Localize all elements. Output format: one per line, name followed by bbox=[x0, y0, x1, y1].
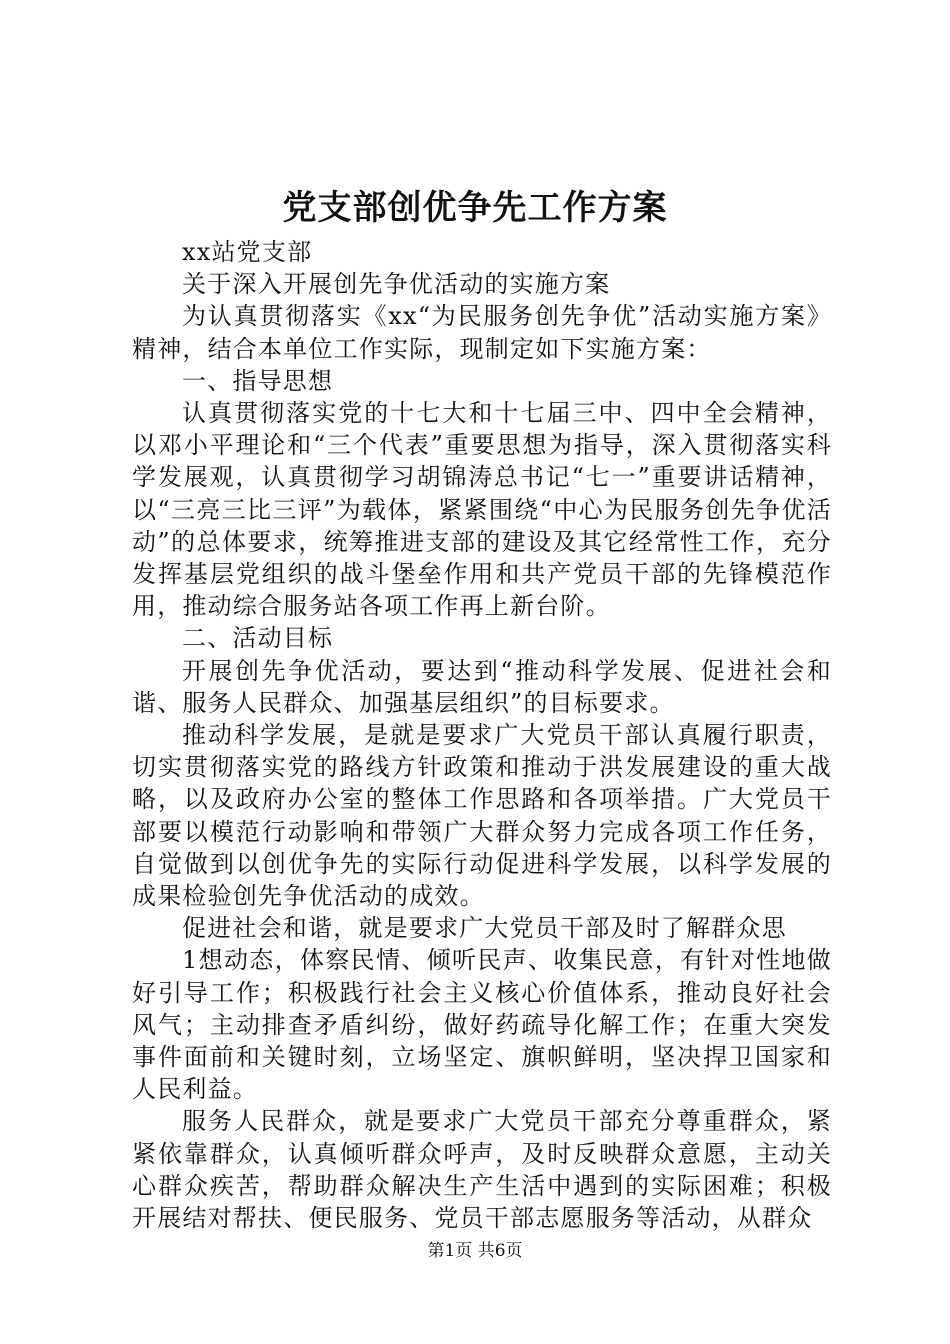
page-number-footer: 第1页 共6页 bbox=[427, 1241, 523, 1261]
section-heading-guiding-thought: 一、指导思想 bbox=[182, 366, 334, 395]
document-title: 党支部创优争先工作方案 bbox=[282, 188, 668, 228]
paragraph-org-name: xx站党支部 bbox=[182, 238, 313, 266]
document-body bbox=[132, 236, 832, 1234]
paragraph-goals-summary: 开展创先争优活动，要达到“推动科学发展、促进社会和谐、服务人民群众、加强基层组织”的目标要求。 bbox=[132, 656, 832, 717]
paragraph-social-harmony-continued: 1想动态，体察民情、倾听民声、收集民意，有针对性地做好引导工作；积极践行社会主义核心价值体系，推动良好社会风气；主动排查矛盾纠纷，做好药疏导化解工作；在重大突发事件面前和关键时刻，立场坚定、旗帜鲜明，坚决捍卫国家和人民利益。 bbox=[132, 946, 832, 1104]
paragraph-intro: 为认真贯彻落实《xx“为民服务创先争优”活动实施方案》精神，结合本单位工作实际，现制定如下实施方案： bbox=[132, 302, 832, 363]
paragraph-subtitle: 关于深入开展创先争优活动的实施方案 bbox=[182, 270, 611, 299]
paragraph-guiding-thought: 认真贯彻落实党的十七大和十七届三中、四中全会精神，以邓小平理论和“三个代表”重要思想为指导，深入贯彻落实科学发展观，认真贯彻学习胡锦涛总书记“七一”重要讲话精神，以“三亮三比三评”为载体，紧紧围绕“中心为民服务创先争优活动”的总体要求，统筹推进支部的建设及其它经常性工作，充分发挥基层党组织的战斗堡垒作用和共产党员干部的先锋模范作用，推动综合服务站各项工作再上新台阶。 bbox=[132, 399, 832, 621]
paragraph-social-harmony: 促进社会和谐，就是要求广大党员干部及时了解群众思 bbox=[182, 914, 787, 943]
section-heading-activity-goals: 二、活动目标 bbox=[182, 624, 334, 653]
paragraph-scientific-development: 推动科学发展，是就是要求广大党员干部认真履行职责，切实贯彻落实党的路线方针政策和推动于洪发展建设的重大战略，以及政府办公室的整体工作思路和各项举措。广大党员干部要以模范行动影响和带领广大群众努力完成各项工作任务，自觉做到以创优争先的实际行动促进科学发展，以科学发展的成果检验创先争优活动的成效。 bbox=[132, 721, 832, 911]
paragraph-serve-people: 服务人民群众，就是要求广大党员干部充分尊重群众，紧紧依靠群众，认真倾听群众呼声，及时反映群众意愿，主动关心群众疾苦，帮助群众解决生产生活中遇到的实际困难；积极开展结对帮扶、便民服务、党员干部志愿服务等活动，从群众 bbox=[132, 1107, 832, 1233]
